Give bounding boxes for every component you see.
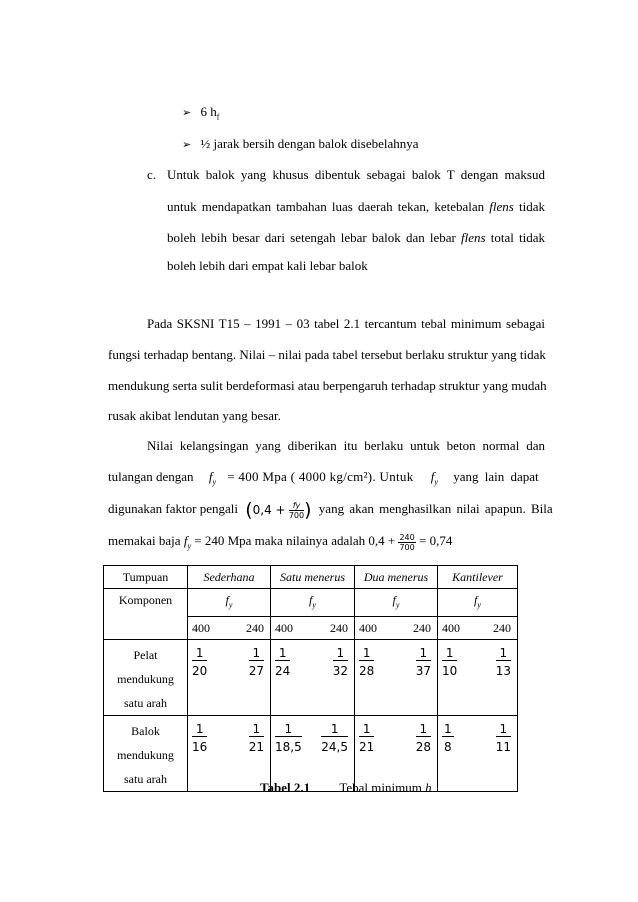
fraction-cell: 1 10 1 13 (438, 640, 518, 716)
paragraph-line: tulangan dengan $f_y = 400$ Mpa ( 4000 kg/cm²). Untuk $f_y$ yang lain dapat (108, 469, 539, 487)
paragraph-line: rusak akibat lendutan yang besar. (108, 408, 281, 423)
item-c-line: boleh lebih dari empat kali lebar balok (167, 258, 368, 273)
paragraph-line: fungsi terhadap bentang. Nilai – nilai pada tabel tersebut berlaku struktur yang tidak (108, 347, 546, 362)
caption-label: Tabel 2.1 (260, 780, 311, 795)
table-header-row (104, 566, 518, 589)
fraction-cell: 1 20 1 27 (188, 640, 271, 716)
item-c-line: untuk mendapatkan tambahan luas daerah tekan, ketebalan flens tidak (167, 199, 546, 214)
list-item (182, 104, 219, 126)
fraction-cell: 1 8 1 11 (438, 716, 518, 792)
caption-text: Tebal minimum h (339, 780, 432, 795)
steel-values: 400 240 (271, 617, 355, 640)
fraction-cell: 1 18,5 1 24,5 (271, 716, 355, 792)
paragraph-line: Pada SKSNI T15 – 1991 – 03 tabel 2.1 tercantum tebal minimum sebagai (147, 316, 545, 331)
item-c-line: Untuk balok yang khusus dibentuk sebagai balok T dengan maksud (167, 167, 545, 182)
komponen-label: Komponen (104, 589, 188, 640)
list-item-text: 6 $h_f$ (200, 104, 220, 122)
table-header: Satu menerus (271, 566, 355, 589)
paragraph-line: mendukung serta sulit berdeformasi atau berpengaruh terhadap struktur yang mudah (108, 378, 547, 393)
paragraph-line: Nilai kelangsingan yang diberikan itu berlaku untuk beton normal dan (147, 438, 545, 453)
list-item (182, 136, 419, 153)
fraction-cell: 1 21 1 28 (355, 716, 438, 792)
fraction-cell: 1 24 1 32 (271, 640, 355, 716)
list-item-text: ½ jarak bersih dengan balok disebelahnya (200, 136, 419, 151)
steel-values: 400 240 (438, 617, 518, 640)
fy-label: $f_y$ (271, 589, 355, 617)
thickness-table (103, 565, 518, 792)
table-row (104, 640, 518, 716)
fy-label: $f_y$ (355, 589, 438, 617)
item-c-line: boleh lebih besar dari setengah lebar balok dan lebar flens total tidak (167, 230, 545, 245)
table-header: Sederhana (188, 566, 271, 589)
table-header: Kantilever (438, 566, 518, 589)
paragraph-line: memakai baja $f_y = 240$ Mpa maka nilainya adalah 0,4 + $\frac{240}{700}$ = 0,74 (108, 532, 453, 552)
table-row (104, 589, 518, 617)
row-label-pelat: Pelat mendukung satu arah (104, 640, 188, 716)
factor-formula: (0,4 + $\frac{fy}{700}$ ) (245, 499, 312, 522)
steel-values: 400 240 (355, 617, 438, 640)
row-label-balok: Balok mendukung satu arah (104, 716, 188, 792)
fy-label: $f_y$ (188, 589, 271, 617)
arrow-bullet-icon: ➢ (182, 107, 192, 119)
table-header: Dua menerus (355, 566, 438, 589)
fraction-cell: 1 16 1 21 (188, 716, 271, 792)
table-caption (260, 780, 432, 796)
fy-label: $f_y$ (438, 589, 518, 617)
item-c-letter: c. (147, 167, 157, 182)
table-header: Tumpuan (104, 566, 188, 589)
paragraph-line: digunakan faktor pengali (0,4 + $\frac{fy}{700}$ ) yang akan menghasilkan nilai apapun. Bila (108, 499, 553, 522)
steel-values: 400 240 (188, 617, 271, 640)
arrow-bullet-icon: ➢ (182, 139, 192, 151)
fraction-cell: 1 28 1 37 (355, 640, 438, 716)
